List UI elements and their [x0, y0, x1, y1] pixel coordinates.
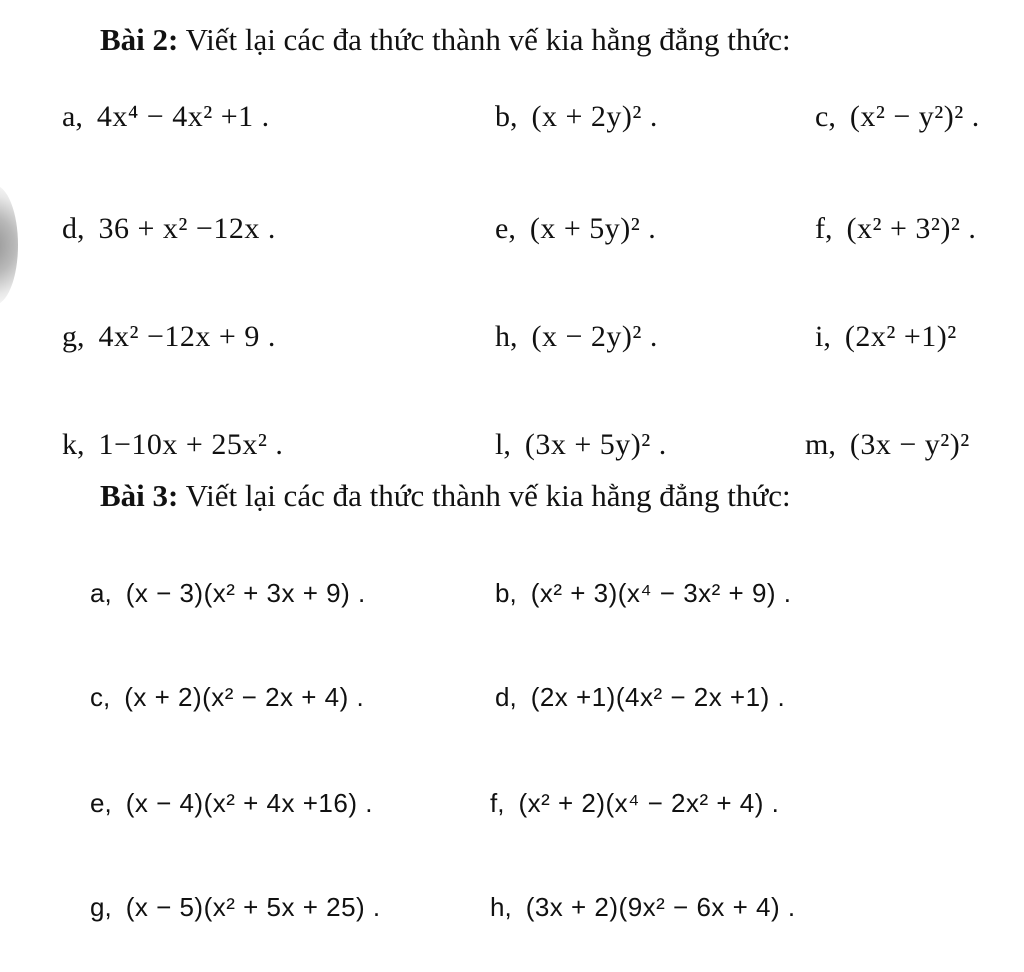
- item-expression: (x + 2)(x² − 2x + 4) .: [124, 682, 365, 712]
- item-label: d,: [495, 682, 517, 712]
- item-label: e,: [495, 212, 516, 245]
- exercise-2-heading: [100, 22, 791, 58]
- item-expression: (x − 2y)² .: [531, 320, 658, 353]
- item-expression: (x² + 3²)² .: [846, 212, 977, 245]
- item-expression: (x − 5)(x² + 5x + 25) .: [125, 892, 381, 922]
- item-expression: (x + 5y)² .: [529, 212, 657, 245]
- item-label: h,: [490, 892, 512, 922]
- item-label: g,: [62, 320, 85, 353]
- exercise-2-instruction: Viết lại các đa thức thành vế kia hằng đẳng thức:: [178, 22, 791, 57]
- exercise-2-item-f: [815, 212, 976, 246]
- item-expression: (x² + 2)(x⁴ − 2x² + 4) .: [518, 788, 780, 818]
- item-label: f,: [815, 212, 833, 245]
- exercise-2-item-h: [495, 320, 658, 354]
- item-label: k,: [62, 428, 85, 461]
- item-expression: 1−10x + 25x² .: [98, 428, 284, 461]
- item-label: c,: [815, 100, 836, 133]
- exercise-2-item-l: [495, 428, 667, 462]
- exercise-2-item-d: [62, 212, 276, 246]
- item-label: f,: [490, 788, 505, 818]
- item-expression: 4x⁴ − 4x² +1 .: [96, 100, 270, 133]
- exercise-3-item-f: [490, 788, 779, 819]
- item-expression: (x² − y²)² .: [849, 100, 980, 133]
- item-label: b,: [495, 578, 517, 608]
- item-label: a,: [62, 100, 83, 133]
- exercise-3-item-b: [495, 578, 792, 609]
- item-expression: (2x +1)(4x² − 2x +1) .: [530, 682, 786, 712]
- page-edge-shadow: [0, 185, 18, 305]
- exercise-3-item-h: [490, 892, 796, 923]
- exercise-3-number: Bài 3:: [100, 478, 179, 513]
- item-label: a,: [90, 578, 112, 608]
- exercise-2-item-c: [815, 100, 980, 134]
- item-label: l,: [495, 428, 511, 461]
- exercise-3-heading: [100, 478, 791, 514]
- item-expression: (x² + 3)(x⁴ − 3x² + 9) .: [530, 578, 792, 608]
- item-expression: (3x − y²)²: [849, 428, 970, 461]
- item-label: b,: [495, 100, 518, 133]
- exercise-2-item-k: [62, 428, 283, 462]
- item-expression: 36 + x² −12x .: [98, 212, 276, 245]
- item-expression: 4x² −12x + 9 .: [98, 320, 276, 353]
- item-expression: (2x² +1)²: [844, 320, 957, 353]
- item-expression: (x − 3)(x² + 3x + 9) .: [125, 578, 366, 608]
- item-label: d,: [62, 212, 85, 245]
- item-label: c,: [90, 682, 111, 712]
- item-label: m,: [805, 428, 836, 461]
- item-label: i,: [815, 320, 831, 353]
- exercise-3-instruction: Viết lại các đa thức thành vế kia hằng đẳng thức:: [178, 478, 791, 513]
- exercise-3-item-d: [495, 682, 785, 713]
- exercise-3-item-c: [90, 682, 364, 713]
- exercise-2-number: Bài 2:: [100, 22, 179, 57]
- item-expression: (x − 4)(x² + 4x +16) .: [125, 788, 373, 818]
- item-label: g,: [90, 892, 112, 922]
- exercise-3-item-g: [90, 892, 381, 923]
- item-expression: (3x + 2)(9x² − 6x + 4) .: [525, 892, 796, 922]
- item-expression: (x + 2y)² .: [531, 100, 658, 133]
- exercise-2-item-b: [495, 100, 658, 134]
- exercise-2-item-e: [495, 212, 656, 246]
- item-expression: (3x + 5y)² .: [524, 428, 667, 461]
- item-label: h,: [495, 320, 518, 353]
- exercise-2-item-a: [62, 100, 270, 134]
- exercise-3-item-e: [90, 788, 373, 819]
- exercise-2-item-g: [62, 320, 276, 354]
- item-label: e,: [90, 788, 112, 818]
- exercise-3-item-a: [90, 578, 366, 609]
- exercise-2-item-m: [805, 428, 970, 462]
- exercise-2-item-i: [815, 320, 957, 354]
